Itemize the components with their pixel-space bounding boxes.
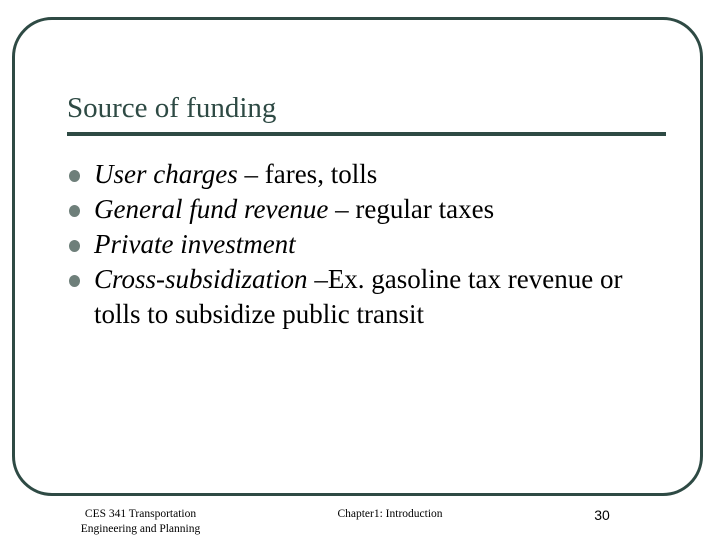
footer-course-line2: Engineering and Planning	[80, 523, 201, 535]
bullet-item	[64, 157, 664, 192]
bullet-text: – regular taxes	[328, 194, 495, 224]
slide-title: Source of funding	[67, 92, 277, 124]
bullet-item	[64, 262, 664, 332]
bullet-text: –Ex. gasoline tax revenue or tolls to subsidize public transit	[94, 264, 623, 329]
bullet-item	[64, 192, 664, 227]
bullet-item	[64, 227, 664, 262]
bullet-lead: General fund revenue	[94, 194, 329, 224]
bullet-text: – fares, tolls	[237, 159, 378, 189]
bullet-list	[64, 157, 664, 332]
bullet-lead: Private investment	[94, 229, 296, 259]
round-bullet-icon	[69, 205, 80, 217]
footer-course-line1: CES 341 Transportation	[84, 508, 197, 520]
footer-chapter: Chapter1: Introduction	[337, 508, 443, 520]
round-bullet-icon	[69, 275, 80, 287]
title-underline	[67, 132, 666, 136]
round-bullet-icon	[69, 170, 80, 182]
round-bullet-icon	[69, 240, 80, 252]
bullet-lead: Cross-subsidization	[94, 264, 308, 294]
footer-course	[68, 507, 213, 537]
page-number: 30	[594, 507, 610, 523]
bullet-lead: User charges	[94, 159, 238, 189]
